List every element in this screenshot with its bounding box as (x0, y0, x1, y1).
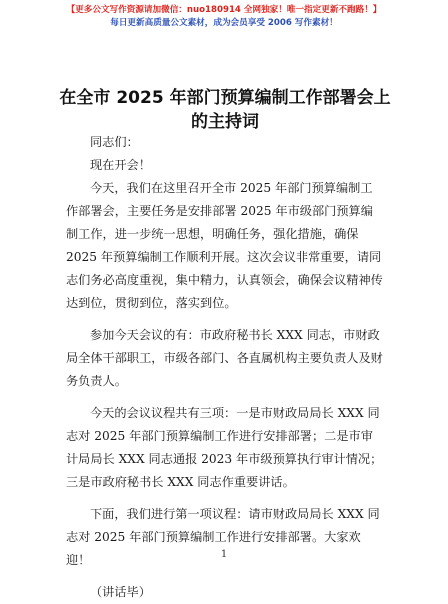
promo-line-membership: 每日更新高质量公文素材，成为会员享受 2006 写作素材！ (110, 18, 338, 28)
page-number: 1 (220, 549, 228, 560)
promo-line-wechat: 【更多公文写作资源请加微信：nuo180914 全网独家！唯一指定更新不跑路！】 (66, 5, 382, 15)
speech-end-note: （讲话毕） (90, 585, 151, 599)
salutation-paragraph: 同志们： (90, 135, 139, 149)
document-body (66, 131, 384, 604)
purpose-paragraph: 今天，我们在这里召开全市 2025 年部门预算编制工作部署会，主要任务是安排部署 2025 年市级部门预算编制工作，进一步统一思想，明确任务，强化措施，确保 2025 年预算编制工作顺利开展。这次会议非常重要，请同志们务必高度重视，集中精力，认真领会，确保会议精神传达到位，贯彻到位，落实到位。 (66, 181, 383, 310)
opening-paragraph: 现在开会！ (90, 158, 151, 172)
attendees-paragraph: 参加今天会议的有：市政府秘书长 XXX 同志，市财政局全体干部职工，市级各部门、各直属机构主要负责人及财务负责人。 (66, 328, 383, 388)
first-item-paragraph: 下面，我们进行第一项议程：请市财政局局长 XXX 同志对 2025 年部门预算编制工作进行安排部署。大家欢迎！ (66, 507, 380, 567)
document-title: 在全市 2025 年部门预算编制工作部署会上的主持词 (59, 88, 391, 132)
agenda-paragraph: 今天的会议议程共有三项：一是市财政局局长 XXX 同志对 2025 年部门预算编制工作进行安排部署；二是市审计局局长 XXX 同志通报 2023 年市级预算执行审计情况；三是市政府秘书长 XXX 同志作重要讲话。 (66, 406, 383, 489)
promo-banner (0, 4, 448, 30)
